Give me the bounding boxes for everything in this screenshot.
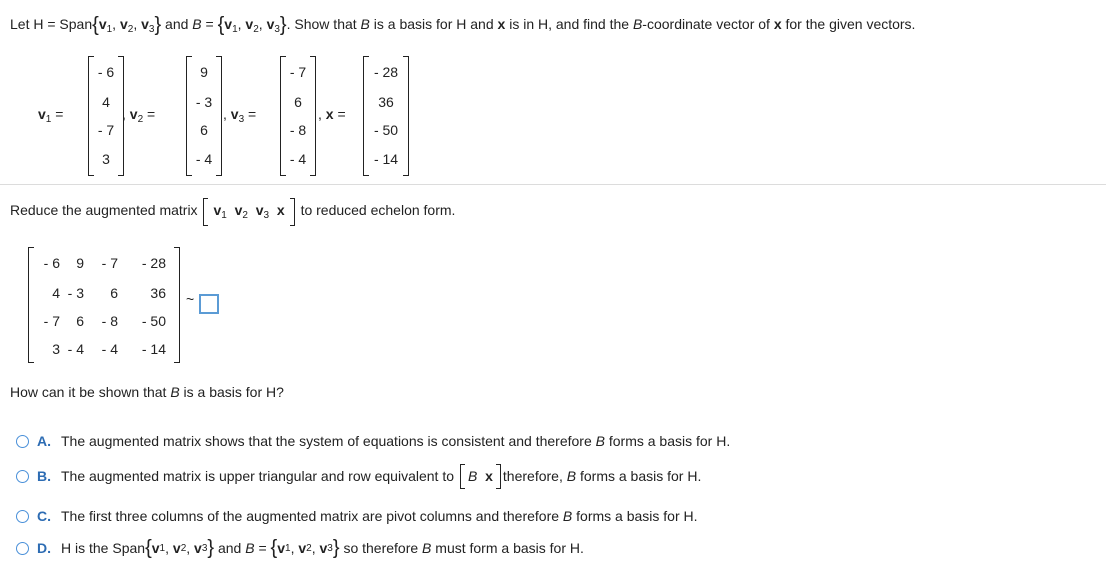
comma: , <box>311 540 316 556</box>
matrix-cell: 6 <box>76 313 84 329</box>
vector-v2 <box>186 56 222 176</box>
option-text: therefore, <box>502 468 563 484</box>
option-text: forms a basis for H. <box>608 433 731 449</box>
sub-1: 1 <box>232 24 238 35</box>
sub-3: 3 <box>148 24 155 35</box>
b-symbol: B <box>360 16 370 32</box>
matrix-cell: - 8 <box>101 313 118 329</box>
vector-entry: 3 <box>102 151 110 167</box>
matrix-cell: - 50 <box>141 313 166 329</box>
vector-entry: - 4 <box>289 151 307 167</box>
matrix-cell: 36 <box>150 285 166 301</box>
b-symbol: B <box>192 16 202 32</box>
matrix-row <box>28 285 180 305</box>
comma: , <box>290 540 295 556</box>
x-symbol: x <box>773 16 782 32</box>
vector-entry: 6 <box>294 94 302 110</box>
v2-symbol: v <box>234 202 243 218</box>
close-brace: } <box>279 14 287 36</box>
x-symbol: x <box>497 16 506 32</box>
equals-sign: = <box>147 106 156 122</box>
radio-button-b[interactable] <box>16 470 29 483</box>
and-text: and <box>165 16 189 32</box>
matrix-cell: - 7 <box>101 255 118 271</box>
bx-matrix-notation <box>460 468 501 484</box>
vector-v3 <box>280 56 316 176</box>
b-symbol: B <box>632 16 643 32</box>
v1-symbol: v <box>277 540 286 556</box>
matrix-cell: - 14 <box>141 341 166 357</box>
sub-1: 1 <box>221 210 227 221</box>
radio-button-a[interactable] <box>16 435 29 448</box>
radio-button-d[interactable] <box>16 542 29 555</box>
b-symbol: B <box>170 384 180 400</box>
radio-button-c[interactable] <box>16 510 29 523</box>
v1-symbol: v <box>213 202 222 218</box>
option-a[interactable] <box>16 430 730 452</box>
matrix-row <box>28 255 180 275</box>
vector-entry: - 8 <box>289 122 307 138</box>
option-text: must form a basis for H. <box>435 540 584 556</box>
option-letter: D. <box>37 540 51 556</box>
sub-2: 2 <box>306 542 312 554</box>
open-brace: { <box>92 14 99 36</box>
option-d[interactable] <box>16 537 584 559</box>
close-brace: } <box>332 536 340 559</box>
sub-1: 1 <box>106 24 113 35</box>
matrix-cell: - 6 <box>43 255 60 271</box>
comma: , <box>237 16 242 32</box>
comma: , <box>186 540 191 556</box>
reduce-prefix: Reduce the augmented matrix <box>10 202 198 218</box>
option-text: so therefore <box>343 540 419 556</box>
vector-entry: - 6 <box>97 64 115 80</box>
v3-label <box>223 106 256 125</box>
b-symbol: B <box>562 508 573 524</box>
option-text: The first three columns of the augmented matrix are pivot columns and therefore <box>61 508 560 524</box>
b-symbol: B <box>245 540 255 556</box>
question-prefix: How can it be shown that <box>10 384 167 400</box>
basis-question <box>10 384 284 400</box>
matrix-cell: 9 <box>76 255 84 271</box>
reduce-instruction <box>10 202 455 221</box>
vector-v1 <box>88 56 124 176</box>
show-text: . Show that <box>286 16 357 32</box>
equals-sign: = <box>248 106 257 122</box>
vector-entry: - 3 <box>195 94 213 110</box>
vector-entry: 4 <box>102 94 110 110</box>
vector-entry: - 7 <box>289 64 307 80</box>
matrix-row <box>28 313 180 333</box>
show-mid-text: is a basis for H and <box>373 16 494 32</box>
augmented-matrix <box>28 247 180 363</box>
tilde-symbol: ~ <box>186 291 195 307</box>
vector-entry: - 4 <box>195 151 213 167</box>
matrix-cell: 3 <box>52 341 60 357</box>
matrix-cell: - 28 <box>141 255 166 271</box>
option-text: The augmented matrix is upper triangular and row equivalent to <box>61 468 454 484</box>
b-symbol: B <box>595 433 605 449</box>
option-text: H is the Span <box>61 540 146 556</box>
equals-sign: = <box>258 540 267 556</box>
vector-entry: 36 <box>378 94 394 110</box>
matrix-cell: 6 <box>110 285 118 301</box>
show-suffix-text: -coordinate vector of <box>642 16 770 32</box>
v1-symbol: v <box>98 16 107 32</box>
comma: , <box>122 106 126 122</box>
matrix-row <box>28 341 180 361</box>
comma: , <box>165 540 169 556</box>
v3-symbol: v <box>255 202 264 218</box>
b-symbol: B <box>566 468 577 484</box>
vector-entry: 6 <box>200 122 208 138</box>
comma: , <box>112 16 117 32</box>
option-letter: C. <box>37 508 51 524</box>
close-brace: } <box>207 536 215 559</box>
augmented-notation <box>203 202 294 221</box>
sub-3: 3 <box>327 542 333 554</box>
x-symbol: x <box>325 106 334 122</box>
option-text: forms a basis for H. <box>579 468 702 484</box>
matrix-cell: 4 <box>52 285 60 301</box>
comma: , <box>223 106 227 122</box>
v2-symbol: v <box>119 16 128 32</box>
sub-2: 2 <box>253 24 259 35</box>
equals-sign: = <box>337 106 346 122</box>
sub-2: 2 <box>137 114 144 125</box>
vector-entry: - 50 <box>373 122 399 138</box>
vector-x <box>363 56 409 176</box>
option-letter: A. <box>37 433 51 449</box>
vector-entry: - 7 <box>97 122 115 138</box>
sub-1: 1 <box>159 542 166 554</box>
option-text: and <box>217 540 242 556</box>
close-brace: } <box>154 14 162 36</box>
vector-entry: - 28 <box>373 64 399 80</box>
option-b[interactable] <box>16 465 701 487</box>
v3-symbol: v <box>319 540 328 556</box>
option-text: The augmented matrix shows that the system of equations is consistent and therefore <box>61 433 592 449</box>
comma: , <box>258 16 263 32</box>
v3-symbol: v <box>194 540 202 556</box>
matrix-cell: - 7 <box>43 313 60 329</box>
sub-3: 3 <box>201 542 208 554</box>
v2-symbol: v <box>129 106 138 122</box>
problem-statement <box>10 14 915 37</box>
comma: , <box>318 106 322 122</box>
equals-sign: = <box>55 106 64 122</box>
reduce-suffix: to reduced echelon form. <box>300 202 456 218</box>
option-text: forms a basis for H. <box>576 508 698 524</box>
show-mid2-text: is in H, and find the <box>509 16 630 32</box>
option-c[interactable] <box>16 505 698 527</box>
open-brace: { <box>270 536 278 559</box>
x-symbol: x <box>485 468 493 484</box>
v1-symbol: v <box>38 106 46 122</box>
v3-symbol: v <box>266 16 275 32</box>
intro-text: Let H = Span <box>10 16 93 32</box>
sub-1: 1 <box>285 542 291 554</box>
answer-input-box[interactable] <box>199 294 219 314</box>
v2-symbol: v <box>245 16 254 32</box>
x-label <box>318 106 346 122</box>
sub-1: 1 <box>45 114 52 125</box>
v1-symbol: v <box>224 16 233 32</box>
matrix-cell: - 4 <box>67 341 84 357</box>
sub-3: 3 <box>274 24 280 35</box>
sub-3: 3 <box>238 114 245 125</box>
sub-2: 2 <box>180 542 187 554</box>
v2-symbol: v <box>298 540 307 556</box>
open-brace: { <box>145 536 152 559</box>
v2-symbol: v <box>172 540 181 556</box>
v1-symbol: v <box>151 540 160 556</box>
equals-sign: = <box>205 16 214 32</box>
v2-label <box>122 106 155 125</box>
question-suffix: is a basis for H? <box>183 384 284 400</box>
sub-2: 2 <box>242 210 248 221</box>
option-letter: B. <box>37 468 51 484</box>
comma: , <box>133 16 138 32</box>
matrix-cell: - 3 <box>67 285 84 301</box>
vector-entry: - 14 <box>373 151 399 167</box>
divider <box>0 184 1106 185</box>
matrix-cell: - 4 <box>101 341 118 357</box>
sub-3: 3 <box>263 210 270 221</box>
vector-entry: 9 <box>200 64 208 80</box>
sub-2: 2 <box>127 24 134 35</box>
open-brace: { <box>217 14 225 36</box>
v1-label <box>38 106 63 125</box>
v3-symbol: v <box>141 16 149 32</box>
b-symbol: B <box>422 540 432 556</box>
v3-symbol: v <box>230 106 239 122</box>
show-end-text: for the given vectors. <box>785 16 916 32</box>
b-symbol: B <box>468 468 478 484</box>
x-symbol: x <box>276 202 285 218</box>
